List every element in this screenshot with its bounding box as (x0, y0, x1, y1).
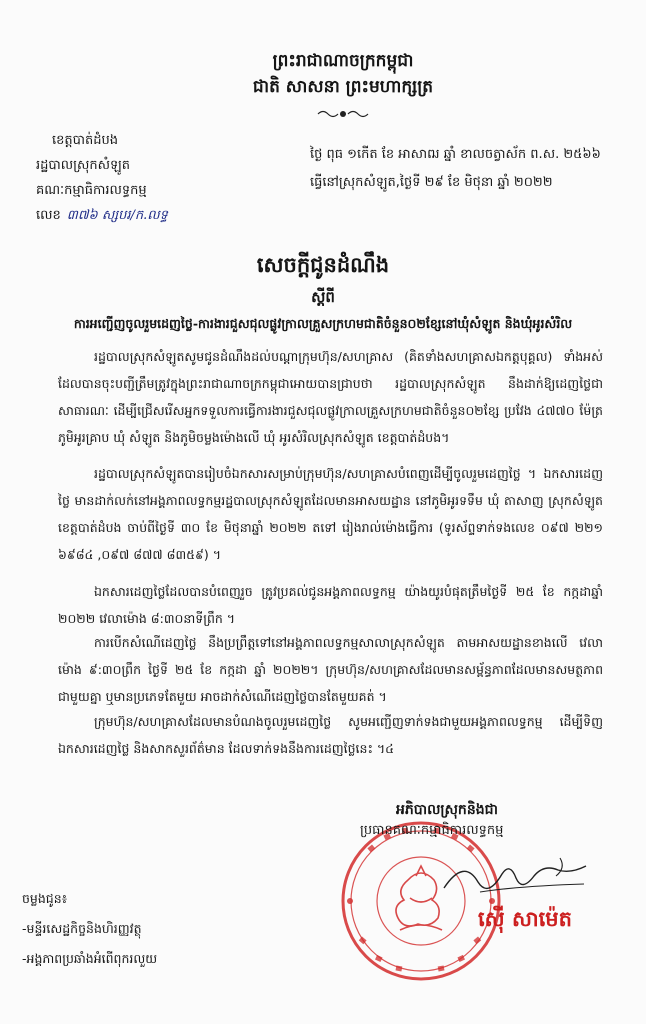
cc-block (22, 884, 157, 974)
sender-province: ខេត្តបាត់ដំបង (52, 133, 119, 148)
about-label: ស្ដីពី (311, 288, 335, 306)
solar-date: ធ្វើនៅស្រុកសំឡូត,ថ្ងៃទី ២៩ ខែ មិថុនា ឆ្នាំ ២០២២ (310, 175, 553, 190)
cc-item: -មន្ទីរសេដ្ឋកិច្ចនិងហិរញ្ញវត្ថុ (22, 921, 142, 936)
reference-handwritten-number: ៣៧៦ ស្សបរ/ក.លទ្ធ (66, 208, 168, 223)
sender-committee: គណៈកម្មាធិការលទ្ធកម្ម (36, 183, 147, 198)
reference-label: លេខ (36, 208, 61, 223)
header-kingdom: ព្រះរាជាណាចក្រកម្ពុជា (272, 51, 414, 71)
sender-block (36, 128, 168, 228)
lunar-date: ថ្ងៃ ពុធ ១កើត ខែ អាសាឍ ឆ្នាំ ខាលចត្វាស័ក ព.ស. ២៥៦៦ (310, 147, 601, 162)
cc-item: -អង្គភាពប្រឆាំងអំពើពុករលួយ (22, 951, 158, 966)
reference-number (36, 203, 168, 228)
paragraph-bid-opening: ការបើកសំណើដេញថ្លៃ នឹងប្រព្រឹត្តទៅនៅអង្គភាពលទ្ធកម្មសាលាស្រុកសំឡូត តាមអាសយដ្ឋានខាងលើ វេលាម៉ោង ៩:៣០ព្រឹក ថ្ងៃទី ២៥ ខែ កក្កដា ឆ្នាំ ២០២២។ ក្រុមហ៊ុន/សហគ្រាសដែលមានសម្ព័ន្ធភាពដែលមានសមត្ថភាពជាមួយគ្នា ឬមានប្រភេទតែមួយ អាចដាក់សំណើដេញថ្លៃបានតែមួយគត់ ។ (58, 635, 603, 704)
signatory-subtitle: ប្រធានគណៈកម្មាធិការលទ្ធកម្ម (360, 823, 504, 838)
sender-district-admin: រដ្ឋបាលស្រុកសំឡូត (36, 158, 131, 173)
document-title: សេចក្ដីជូនដំណឹង (256, 253, 390, 277)
signatory-name: ស៊ើ សាម៉េត (478, 907, 572, 931)
paragraph-documents: រដ្ឋបាលស្រុកសំឡូតបានរៀបចំឯកសារសម្រាប់ក្រុមហ៊ុន/សហគ្រាសបំពេញដើម្បីចូលរួមដេញថ្លៃ ។ ឯកសារដេញថ្លៃ មានដាក់លក់នៅអង្គភាពលទ្ធកម្មរដ្ឋបាលស្រុកសំឡូតដែលមានអាសយដ្ឋាន នៅភូមិអូរទទឹម ឃុំ តាសាញ ស្រុកសំឡូត ខេត្តបាត់ដំបង ចាប់ពីថ្ងៃទី ៣០ ខែ មិថុនាឆ្នាំ ២០២២ តទៅ រៀងរាល់ម៉ោងធ្វើការ (ទូរស័ព្ទទាក់ទងលេខ ០៩៧ ២២១ ៦៩៨៤ ,០៩៧ ៨៧៧ ៨៣៥៩) ។ (58, 466, 603, 562)
header-motto: ជាតិ សាសនា ព្រះមហាក្សត្រ (252, 77, 434, 97)
paragraph-invitation: រដ្ឋបាលស្រុកសំឡូតសូមជូនដំណឹងដល់បណ្ដាក្រុមហ៊ុន/សហគ្រាស (គិតទាំងសហគ្រាសឯកត្តបុគ្គល) ទាំងអស់ ដែលបានចុះបញ្ជីត្រឹមត្រូវក្នុងព្រះរាជាណាចក្រកម្ពុជាអោយបានជ្រាបថា រដ្ឋបាលស្រុកសំឡូត នឹងដាក់ឱ្យដេញថ្លៃជាសាធារណៈ ដើម្បីជ្រើសរើសអ្នកទទួលការធ្វើការងារជួសជុលផ្លូវក្រាលគ្រួសក្រហមជាតិចំនួន០២ខ្សែ ប្រវែង ៤៧៧០ ម៉ែត្រ ភូមិអូរគ្រាប ឃុំ សំឡូត និងភូមិចម្លងម៉ោងលើ ឃុំ អូរសំរិលស្រុកសំឡូត ខេត្តបាត់ដំបង។ (58, 349, 603, 445)
signatory-title: អភិបាលស្រុកនិងជា (396, 802, 498, 818)
paragraph-contact: ក្រុមហ៊ុន/សហគ្រាសដែលមានបំណងចូលរួមដេញថ្លៃ សូមអញ្ជើញទាក់ទងជាមួយអង្គភាពលទ្ធកម្ម ដើម្បីទិញឯកសារដេញថ្លៃ និងសាកសួរព័ត៌មាន ដែលទាក់ទងនឹងការដេញថ្លៃនេះ ។៤ (58, 714, 603, 756)
date-block (310, 141, 601, 197)
header-ornament (40, 108, 646, 122)
subject-line: ការអញ្ជើញចូលរួមដេញថ្លៃ-ការងារជួសជុលផ្លូវក្រាលគ្រួសក្រហមជាតិចំនួន០២ខ្សែនៅឃុំសំឡូត និងឃុំអូរសំរិល (73, 316, 573, 331)
cc-label: ចម្លងជូន៖ (22, 891, 68, 906)
paragraph-deadline: ឯកសារដេញថ្លៃដែលបានបំពេញរួច ត្រូវប្រគល់ជូនអង្គភាពលទ្ធកម្ម យ៉ាងយូរបំផុតត្រឹមថ្ងៃទី ២៥ ខែ កក្កដាឆ្នាំ ២០២២ វេលាម៉ោង ៨:៣០នាទីព្រឹក ។ (58, 584, 603, 626)
ornament-divider-icon (316, 109, 370, 119)
handwritten-signature-icon (440, 848, 590, 908)
